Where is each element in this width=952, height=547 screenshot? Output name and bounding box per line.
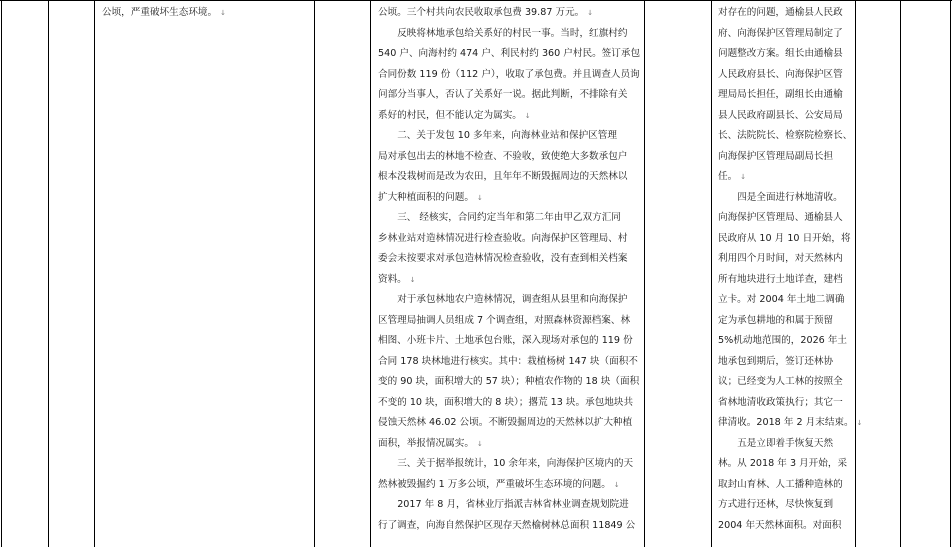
text-line: 5%机动地范围的，2026 年土 <box>718 335 848 346</box>
text-line: 变的 90 块，面积增大的 57 块）；种植农作物的 18 块（面积 <box>378 376 640 387</box>
text-line: 三、 经核实，合同约定当年和第二年由甲乙双方汇同 <box>397 212 621 223</box>
text-line: 合同 178 块林地进行核实。其中：栽植杨树 147 块（面积不 <box>378 355 638 367</box>
table-border-line <box>855 1 856 547</box>
text-line: 民政府从 10 月 10 日开始，将 <box>718 232 851 244</box>
text-line: 立卡。对 2004 年土地二调确 <box>718 294 845 305</box>
text-line: 任。 ↓ <box>718 171 747 182</box>
text-line: 扩大种植面积的问题。 ↓ <box>378 191 483 203</box>
table-border-line <box>644 1 645 547</box>
table-border-line <box>370 1 371 547</box>
text-line: 问部分当事人，否认了关系好一说。据此判断，不排除有关 <box>378 89 628 100</box>
table-border-line <box>950 1 951 547</box>
text-line: 二、关于发包 10 多年来，向海林业站和保护区管理 <box>397 130 617 141</box>
paragraph-mark: ↓ <box>409 275 416 284</box>
text-line: 根本没栽树而是改为农田，且年年不断毁掘周边的天然林以 <box>378 171 628 182</box>
text-line: 不变的 10 块，面积增大的 8 块）；撂荒 13 块。承包地块共 <box>378 396 634 408</box>
text-line: 向海保护区管理局副局长担 <box>718 150 834 162</box>
paragraph-mark: ↓ <box>220 9 226 17</box>
text-line: 律清收。2018 年 2 月末结束。 ↓ <box>718 417 863 428</box>
paragraph-mark: ↓ <box>524 111 531 120</box>
paragraph-mark: ↓ <box>740 173 747 181</box>
text-line: 资料。 ↓ <box>378 273 416 285</box>
table-cell-left-text <box>102 3 312 24</box>
text-line: 五是立即着手恢复天然 <box>737 437 834 449</box>
table-cell-right-text <box>718 3 863 536</box>
text-line: 公顷。三个村共向农民收取承包费 39.87 万元。 ↓ <box>378 7 594 18</box>
table-border-line <box>711 1 712 547</box>
text-line: 局对承包出去的林地不检查、不验收，致使绝大多数承包户 <box>378 150 628 162</box>
text-line: 问题整改方案。组长由通榆县 <box>718 48 843 59</box>
text-line: 县人民政府副县长、公安局局 <box>718 109 843 121</box>
table-border-line <box>94 1 95 547</box>
paragraph-mark: ↓ <box>587 9 594 17</box>
text-line: 地承包到期后，签订还林协 <box>718 355 834 367</box>
text-line: 系好的村民，但不能认定为属实。 ↓ <box>378 109 531 121</box>
text-line: 行了调查，向海自然保护区现存天然榆树林总面积 11849 公 <box>378 519 636 531</box>
text-line: 向海保护区管理局、通榆县人 <box>718 212 843 223</box>
text-line: 面积，举报情况属实。 ↓ <box>378 437 483 449</box>
text-line: 对存在的问题，通榆县人民政 <box>718 7 843 18</box>
table-border-line <box>314 1 315 547</box>
text-line: 委会未按要求对承包造林情况检查验收，没有查到相关档案 <box>378 253 628 264</box>
text-line: 2004 年天然林面积。对面积 <box>718 519 842 531</box>
text-line: 四是全面进行林地清收。 <box>737 191 843 203</box>
paragraph-mark: ↓ <box>476 439 483 448</box>
table-border-line <box>1 1 2 547</box>
text-line: 方式进行还林，尽快恢复到 <box>718 499 834 510</box>
text-line: 反映将林地承包给关系好的村民一事。当时，红旗村约 <box>397 27 628 39</box>
text-line: 定为承包耕地的和属于预留 <box>718 314 834 326</box>
text-line: 然林被毁掘约 1 万多公顷，严重破坏生态环境的问题。 ↓ <box>378 478 620 490</box>
text-line: 取封山育林、人工播种造林的 <box>718 478 843 490</box>
text-line: 府、向海保护区管理局制定了 <box>718 27 843 39</box>
table-cell-middle-text <box>378 3 642 536</box>
paragraph-mark: ↓ <box>613 480 620 489</box>
text-line: 议；已经变为人工林的按照全 <box>718 376 843 387</box>
paragraph-mark: ↓ <box>476 193 483 202</box>
text-line: 人民政府县长、向海保护区管 <box>718 68 843 80</box>
text-line: 对于承包林地农户造林情况，调查组从县里和向海保护 <box>397 294 628 305</box>
text-line: 公顷，严重破坏生态环境。 ↓ <box>102 7 226 18</box>
text-line: 540 户、向海村约 474 户、利民村约 360 户村民。签订承包 <box>378 48 641 59</box>
text-line: 2017 年 8 月，省林业厅指派吉林省林业调查规划院进 <box>397 499 629 510</box>
table-border-line <box>900 1 901 547</box>
text-line: 理局局长担任，副组长由通榆 <box>718 89 843 100</box>
text-line: 合同份数 119 份（112 户），收取了承包费。并且调查人员询 <box>378 68 640 80</box>
text-line: 相图、小班卡片、土地承包台账，深入现场对承包的 119 份 <box>378 335 633 346</box>
paragraph-mark: ↓ <box>856 419 863 427</box>
text-line: 乡林业站对造林情况进行检查验收。向海保护区管理局、村 <box>378 232 628 244</box>
text-line: 利用四个月时间，对天然林内 <box>718 253 843 264</box>
text-line: 侵蚀天然林 46.02 公顷。不断毁掘周边的天然林以扩大种植 <box>378 417 633 428</box>
text-line: 区管理局抽调人员组成 7 个调查组，对照森林资源档案、林 <box>378 314 631 326</box>
text-line: 长、法院院长、检察院检察长、 <box>718 130 853 141</box>
text-line: 三、关于据举报统计，10 余年来，向海保护区境内的天 <box>397 458 634 469</box>
text-line: 所有地块进行土地详查，建档 <box>718 273 843 285</box>
text-line: 省林地清收政策执行；其它一 <box>718 396 843 408</box>
table-border-line <box>48 1 49 547</box>
text-line: 林。从 2018 年 3 月开始，采 <box>718 458 848 469</box>
